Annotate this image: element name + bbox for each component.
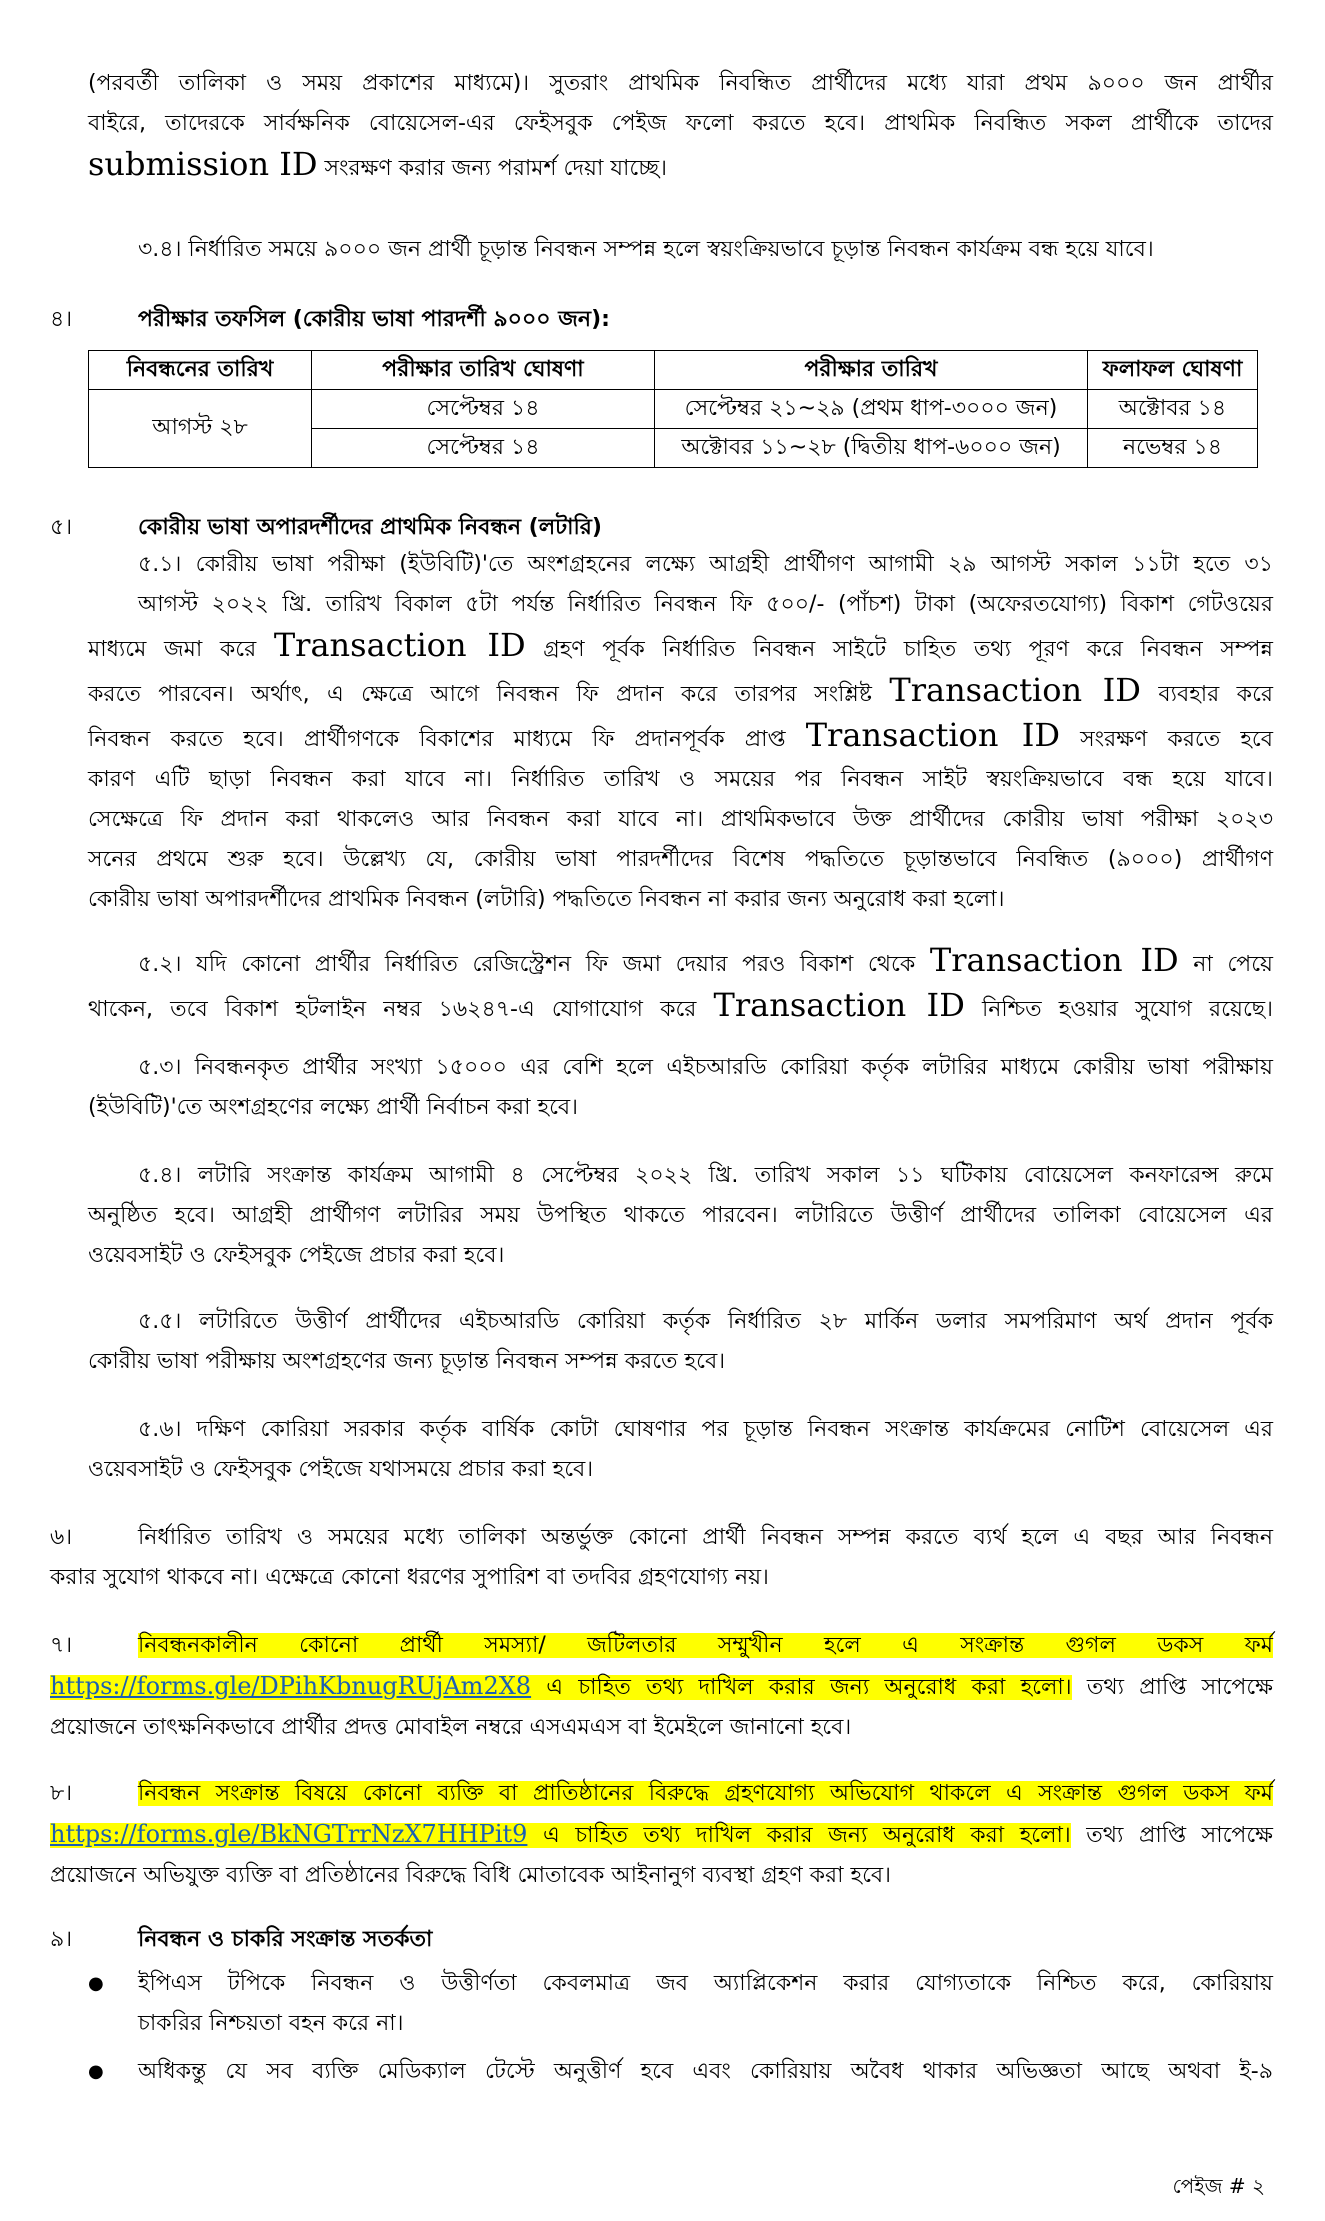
highlighted-text: নিবন্ধনকালীন কোনো প্রার্থী সমস্যা/ জটিলতার সম্মুখীন হলে এ সংক্রান্ত গুগল ডকস ফর্ম	[138, 1633, 1273, 1658]
table-cell: নভেম্বর ১৪	[1088, 429, 1258, 468]
section-8-line: প্রয়োজনে অভিযুক্ত ব্যক্তি বা প্রতিষ্ঠানের বিরুদ্ধে বিধি মোতাবেক আইনানুগ ব্যবস্থা গ্রহণ করা হবে।	[50, 1863, 892, 1888]
text-span: থাকেন, তবে বিকাশ হটলাইন নম্বর ১৬২৪৭-এ যোগাযোগ করে	[88, 997, 714, 1022]
table-header: পরীক্ষার তারিখ ঘোষণা	[312, 351, 655, 390]
table-header: ফলাফল ঘোষণা	[1088, 351, 1258, 390]
section-4-number: ৪।	[50, 307, 73, 332]
google-form-link-complaints[interactable]: https://forms.gle/BkNGTrrNzX7HHPit9	[50, 1820, 528, 1848]
page-number: পেইজ # ২	[1172, 2174, 1265, 2198]
para-3-4-text: ৩.৪। নির্ধারিত সময়ে ৯০০০ জন প্রার্থী চূড়ান্ত নিবন্ধন সম্পন্ন হলে স্বয়ংক্রিয়ভাবে চূড়ান্ত নিবন্ধন কার্যক্রম বন্ধ হয়ে যাবে।	[138, 237, 1154, 262]
section-7-line: প্রয়োজনে তাৎক্ষনিকভাবে প্রার্থীর প্রদত্ত মোবাইল নম্বরে এসএমএস বা ইমেইলে জানানো হবে।	[50, 1715, 852, 1740]
bullet-line: চাকরির নিশ্চয়তা বহন করে না।	[138, 2011, 404, 2036]
para-5-1-line	[88, 625, 1273, 670]
highlighted-text	[50, 1820, 1071, 1848]
google-form-link-issues[interactable]: https://forms.gle/DPihKbnugRUjAm2X8	[50, 1672, 532, 1700]
section-9-title: নিবন্ধন ও চাকরি সংক্রান্ত সতর্কতা	[138, 1927, 433, 1952]
table-cell: সেপ্টেম্বর ১৪	[312, 390, 655, 429]
intro-line-3-rest: সংরক্ষণ করার জন্য পরামর্শ দেয়া যাচ্ছে।	[317, 156, 667, 181]
bullet-icon: ●	[88, 2061, 104, 2082]
text-span: নিবন্ধন করতে হবে। প্রার্থীগণকে বিকাশের মাধ্যমে ফি প্রদানপূর্বক প্রাপ্ত	[88, 727, 806, 752]
para-5-1-line: ৫.১। কোরীয় ভাষা পরীক্ষা (ইউবিটি)'তে অংশগ্রহনের লক্ষ্যে আগ্রহী প্রার্থীগণ আগামী ২৯ আগস্ট সকাল ১১টা হতে ৩১	[138, 552, 1273, 577]
table-header: নিবন্ধনের তারিখ	[89, 351, 312, 390]
text-span: সংরক্ষণ করতে হবে	[1060, 727, 1274, 752]
section-6-paragraph	[50, 1518, 1273, 1598]
para-5-3	[88, 1048, 1273, 1128]
highlighted-text: নিবন্ধন সংক্রান্ত বিষয়ে কোনো ব্যক্তি বা প্রাতিষ্ঠানের বিরুদ্ধে গ্রহণযোগ্য অভিযোগ থাকলে এ সংক্রান্ত গুগল ডকস ফর্ম	[138, 1781, 1273, 1806]
para-5-6-line: ৫.৬। দক্ষিণ কোরিয়া সরকার কর্তৃক বার্ষিক কোটা ঘোষণার পর চূড়ান্ত নিবন্ধন সংক্রান্ত কার্যক্রমের নোটিশ বোয়েসেল এর	[138, 1417, 1273, 1442]
table-cell: সেপ্টেম্বর ২১~২৯ (প্রথম ধাপ-৩০০০ জন)	[655, 390, 1088, 429]
text-span: তথ্য প্রাপ্তি সাপেক্ষে	[1070, 1823, 1274, 1848]
text-span: ব্যবহার করে	[1140, 682, 1274, 707]
highlighted-text	[50, 1672, 1072, 1700]
text-span: এ চাহিত তথ্য দাখিল করার জন্য অনুরোধ করা হলো।	[527, 1823, 1071, 1848]
section-6-line: করার সুযোগ থাকবে না। এক্ষেত্রে কোনো ধরণের সুপারিশ বা তদবির গ্রহণযোগ্য নয়।	[50, 1565, 769, 1590]
section-9-number: ৯।	[50, 1927, 73, 1952]
section-7-number: ৭।	[50, 1633, 73, 1658]
transaction-id-term: Transaction ID	[713, 986, 965, 1024]
table-cell: সেপ্টেম্বর ১৪	[312, 429, 655, 468]
transaction-id-term: Transaction ID	[273, 626, 526, 664]
transaction-id-term: Transaction ID	[929, 941, 1179, 979]
submission-id-term: submission ID	[88, 145, 318, 183]
table-cell: অক্টোবর ১৪	[1088, 390, 1258, 429]
intro-paragraph	[88, 64, 1273, 189]
para-5-1	[138, 545, 1273, 625]
section-6-line: নির্ধারিত তারিখ ও সময়ের মধ্যে তালিকা অন্তর্ভুক্ত কোনো প্রার্থী নিবন্ধন সম্পন্ন করতে ব্যর্থ হলে এ বছর আর নিবন্ধন	[138, 1525, 1273, 1550]
para-5-1-line: কোরীয় ভাষা অপারদর্শীদের প্রাথমিক নিবন্ধন (লটারি) পদ্ধতিতে নিবন্ধন না করার জন্য অনুরোধ করা হলো।	[88, 887, 1005, 912]
para-5-2	[88, 940, 1273, 1030]
intro-line-2: বাইরে, তাদেরকে সার্বক্ষনিক বোয়েসেল-এর ফেইসবুক পেইজ ফলো করতে হবে। প্রাথমিক নিবন্ধিত সকল প্রার্থীকে তাদের	[88, 111, 1273, 136]
para-5-4-line: ওয়েবসাইট ও ফেইসবুক পেইজে প্রচার করা হবে।	[88, 1243, 505, 1268]
intro-line-3	[88, 144, 1273, 189]
text-span: মাধ্যমে জমা করে	[88, 637, 274, 662]
bullet-icon: ●	[88, 1973, 104, 1994]
para-5-1-line: আগস্ট ২০২২ খ্রি. তারিখ বিকাল ৫টা পর্যন্ত নির্ধারিত নিবন্ধন ফি ৫০০/- (পাঁচশ) টাকা (অফেরতযোগ্য) বিকাশ গেটওয়ের	[138, 592, 1273, 617]
para-5-1-line	[88, 715, 1273, 760]
section-8-number: ৮।	[50, 1781, 73, 1806]
section-5-number: ৫।	[50, 515, 73, 540]
bullet-line: ইপিএস টপিকে নিবন্ধন ও উত্তীর্ণতা কেবলমাত্র জব অ্যাপ্লিকেশন করার যোগ্যতাকে নিশ্চিত করে, কোরিয়ায়	[138, 1971, 1273, 1996]
para-5-2-line	[88, 940, 1273, 985]
table-cell-reg-date: আগস্ট ২৮	[89, 390, 312, 468]
bullet-item	[138, 2052, 1273, 2092]
section-8-paragraph	[50, 1774, 1273, 1896]
table-row	[89, 390, 1258, 429]
para-5-5-line: ৫.৫। লটারিতে উত্তীর্ণ প্রার্থীদের এইচআরডি কোরিয়া কর্তৃক নির্ধারিত ২৮ মার্কিন ডলার সমপরিমাণ অর্থ প্রদান পূর্বক	[138, 1309, 1273, 1334]
para-5-4-line: অনুষ্ঠিত হবে। আগ্রহী প্রার্থীগণ লটারির সময় উপস্থিত থাকতে পারবেন। লটারিতে উত্তীর্ণ প্রার্থীদের তালিকা বোয়েসেল এর	[88, 1203, 1273, 1228]
section-5-title: কোরীয় ভাষা অপারদর্শীদের প্রাথমিক নিবন্ধন (লটারি)	[138, 515, 602, 540]
para-5-3-line: (ইউবিটি)'তে অংশগ্রহণের লক্ষ্যে প্রার্থী নির্বাচন করা হবে।	[88, 1095, 579, 1120]
section-4-title: পরীক্ষার তফসিল (কোরীয় ভাষা পারদর্শী ৯০০০ জন):	[138, 307, 610, 332]
para-5-1-line: সেক্ষেত্রে ফি প্রদান করা থাকলেও আর নিবন্ধন করা যাবে না। প্রাথমিকভাবে উক্ত প্রার্থীদের কোরীয় ভাষা পরীক্ষা ২০২৩	[88, 807, 1273, 832]
para-3-4	[138, 230, 1273, 270]
text-span: না পেয়ে	[1178, 952, 1273, 977]
para-5-4-line: ৫.৪। লটারি সংক্রান্ত কার্যক্রম আগামী ৪ সেপ্টেম্বর ২০২২ খ্রি. তারিখ সকাল ১১ ঘটিকায় বোয়েসেল কনফারেন্স রুমে	[138, 1163, 1273, 1188]
para-5-6	[88, 1410, 1273, 1490]
bullet-item	[138, 1964, 1273, 2044]
text-span: নিশ্চিত হওয়ার সুযোগ রয়েছে।	[964, 997, 1274, 1022]
section-7-line	[50, 1626, 1273, 1666]
text-span: এ চাহিত তথ্য দাখিল করার জন্য অনুরোধ করা হলো।	[531, 1675, 1072, 1700]
transaction-id-term: Transaction ID	[889, 671, 1141, 709]
para-5-6-line: ওয়েবসাইট ও ফেইসবুক পেইজে যথাসময়ে প্রচার করা হবে।	[88, 1457, 594, 1482]
para-5-5	[88, 1302, 1273, 1382]
para-5-1-line	[88, 670, 1273, 715]
table-header-row	[89, 351, 1258, 390]
text-span: করতে পারবেন। অর্থাৎ, এ ক্ষেত্রে আগে নিবন্ধন ফি প্রদান করে তারপর সংশ্লিষ্ট	[88, 682, 890, 707]
table-cell: অক্টোবর ১১~২৮ (দ্বিতীয় ধাপ-৬০০০ জন)	[655, 429, 1088, 468]
para-5-2-line	[88, 985, 1273, 1030]
text-span: তথ্য প্রাপ্তি সাপেক্ষে	[1071, 1675, 1273, 1700]
para-5-1-cont	[88, 625, 1273, 920]
text-span: গ্রহণ পূর্বক নির্ধারিত নিবন্ধন সাইটে চাহিত তথ্য পূরণ করে নিবন্ধন সম্পন্ন	[525, 637, 1273, 662]
para-5-1-line: কারণ এটি ছাড়া নিবন্ধন করা যাবে না। নির্ধারিত তারিখ ও সময়ের পর নিবন্ধন সাইট স্বয়ংক্রিয়ভাবে বন্ধ হয়ে যাবে।	[88, 767, 1273, 792]
section-7-paragraph	[50, 1626, 1273, 1748]
section-8-line	[50, 1814, 1273, 1856]
section-7-line	[50, 1666, 1273, 1708]
transaction-id-term: Transaction ID	[805, 716, 1060, 754]
intro-line-1: (পরবর্তী তালিকা ও সময় প্রকাশের মাধ্যমে)। সুতরাং প্রাথমিক নিবন্ধিত প্রার্থীদের মধ্যে যারা প্রথম ৯০০০ জন প্রার্থীর	[88, 71, 1273, 96]
text-span: ৫.২। যদি কোনো প্রার্থীর নির্ধারিত রেজিস্ট্রেশন ফি জমা দেয়ার পরও বিকাশ থেকে	[138, 952, 930, 977]
para-5-5-line: কোরীয় ভাষা পরীক্ষায় অংশগ্রহণের জন্য চূড়ান্ত নিবন্ধন সম্পন্ন করতে হবে।	[88, 1349, 726, 1374]
bullet-line: অধিকন্তু যে সব ব্যক্তি মেডিক্যাল টেস্টে অনুত্তীর্ণ হবে এবং কোরিয়ায় অবৈধ থাকার অভিজ্ঞতা আছে অথবা ই-৯	[138, 2059, 1273, 2084]
section-6-number: ৬।	[50, 1525, 73, 1550]
table-header: পরীক্ষার তারিখ	[655, 351, 1088, 390]
para-5-3-line: ৫.৩। নিবন্ধনকৃত প্রার্থীর সংখ্যা ১৫০০০ এর বেশি হলে এইচআরডি কোরিয়া কর্তৃক লটারির মাধ্যমে কোরীয় ভাষা পরীক্ষায়	[138, 1055, 1273, 1080]
section-8-line	[50, 1774, 1273, 1814]
para-5-4	[88, 1156, 1273, 1276]
para-5-1-line: সনের প্রথমে শুরু হবে। উল্লেখ্য যে, কোরীয় ভাষা পারদর্শীদের বিশেষ পদ্ধতিতে চূড়ান্তভাবে নিবন্ধিত (৯০০০) প্রার্থীগণ	[88, 847, 1273, 872]
exam-schedule-table	[88, 350, 1258, 468]
